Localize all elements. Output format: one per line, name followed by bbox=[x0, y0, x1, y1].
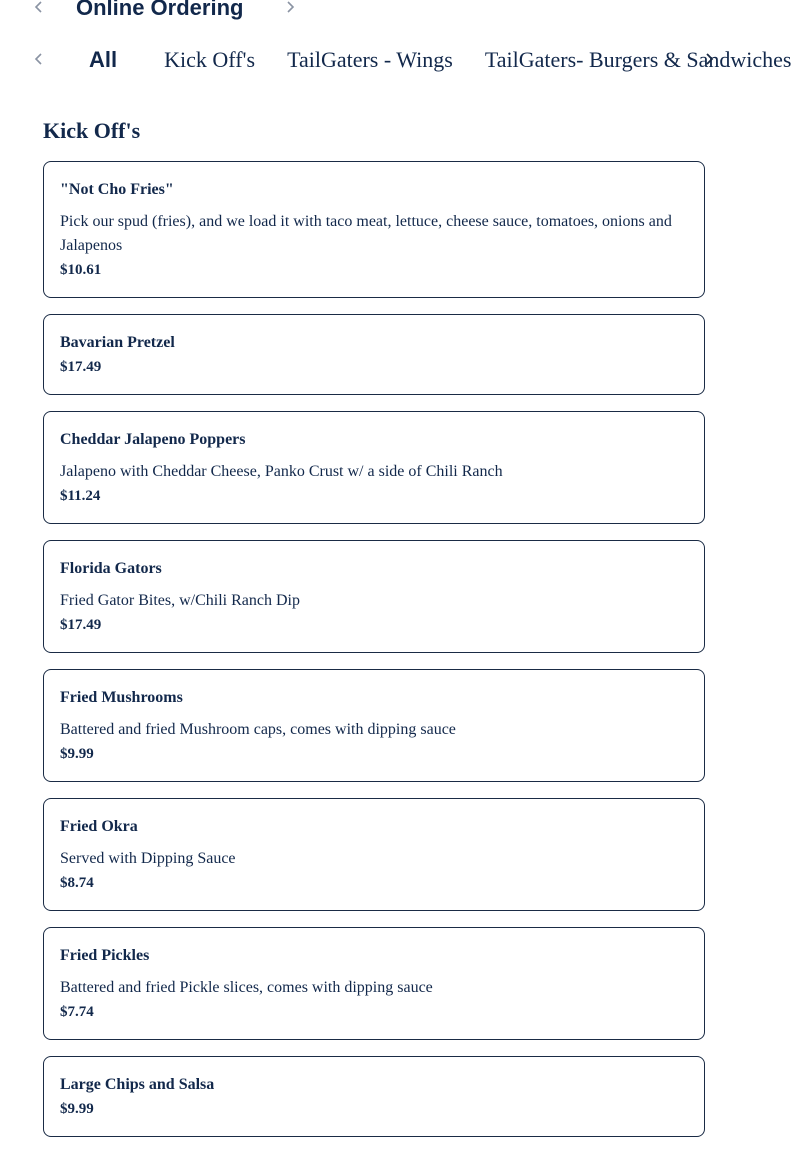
menu-item-name: Bavarian Pretzel bbox=[60, 334, 175, 351]
menu-item-price: $10.61 bbox=[60, 262, 102, 278]
menu-item-card[interactable] bbox=[43, 927, 705, 1040]
menu-item-card[interactable] bbox=[43, 669, 705, 782]
chevron-right-icon[interactable] bbox=[282, 0, 298, 15]
tab-1[interactable]: Kick Off's bbox=[164, 47, 256, 72]
menu-item-description: Battered and fried Pickle slices, comes with dipping sauce bbox=[60, 979, 433, 996]
menu-item-price: $17.49 bbox=[60, 359, 102, 375]
menu-item-card[interactable] bbox=[43, 798, 705, 911]
menu-item-price: $8.74 bbox=[60, 875, 94, 891]
menu-item-description: Battered and fried Mushroom caps, comes with dipping sauce bbox=[60, 721, 456, 738]
menu-item-card[interactable] bbox=[43, 1056, 705, 1137]
menu-item-name: Cheddar Jalapeno Poppers bbox=[60, 431, 246, 448]
menu-item-card[interactable] bbox=[43, 411, 705, 524]
menu-item-name: Florida Gators bbox=[60, 560, 162, 577]
menu-item-description: Served with Dipping Sauce bbox=[60, 850, 236, 867]
menu-item-name: Fried Mushrooms bbox=[60, 689, 183, 706]
menu-item-price: $9.99 bbox=[60, 1101, 94, 1117]
tabs-scroll-right-icon[interactable] bbox=[701, 51, 717, 67]
menu-item-description: Fried Gator Bites, w/Chili Ranch Dip bbox=[60, 592, 300, 609]
menu-item-name: "Not Cho Fries" bbox=[60, 181, 174, 198]
tab-3[interactable]: TailGaters- Burgers & Sandwiches bbox=[484, 47, 792, 72]
chevron-left-icon[interactable] bbox=[31, 0, 47, 15]
menu-item-name: Large Chips and Salsa bbox=[60, 1076, 215, 1093]
menu-item-name: Fried Pickles bbox=[60, 947, 150, 964]
menu-item-description: Jalapeno with Cheddar Cheese, Panko Crust w/ a side of Chili Ranch bbox=[60, 463, 503, 480]
menu-item-list bbox=[43, 161, 705, 1153]
menu-item-description: Pick our spud (fries), and we load it with taco meat, lettuce, cheese sauce, tomatoes, onions and Jalapenos bbox=[60, 213, 672, 254]
tab-2[interactable]: TailGaters - Wings bbox=[287, 47, 453, 72]
page-title: Online Ordering bbox=[76, 0, 244, 20]
menu-item-card[interactable] bbox=[43, 161, 705, 298]
tab-0[interactable]: All bbox=[89, 47, 118, 72]
menu-item-price: $7.74 bbox=[60, 1004, 94, 1020]
menu-item-card[interactable] bbox=[43, 540, 705, 653]
section-title: Kick Off's bbox=[43, 118, 141, 143]
menu-item-price: $17.49 bbox=[60, 617, 102, 633]
menu-item-price: $11.24 bbox=[60, 488, 101, 504]
menu-item-card[interactable] bbox=[43, 314, 705, 395]
category-tabs bbox=[58, 40, 792, 80]
menu-item-price: $9.99 bbox=[60, 746, 94, 762]
tabs-scroll-left-icon[interactable] bbox=[31, 51, 47, 67]
menu-item-name: Fried Okra bbox=[60, 818, 138, 835]
